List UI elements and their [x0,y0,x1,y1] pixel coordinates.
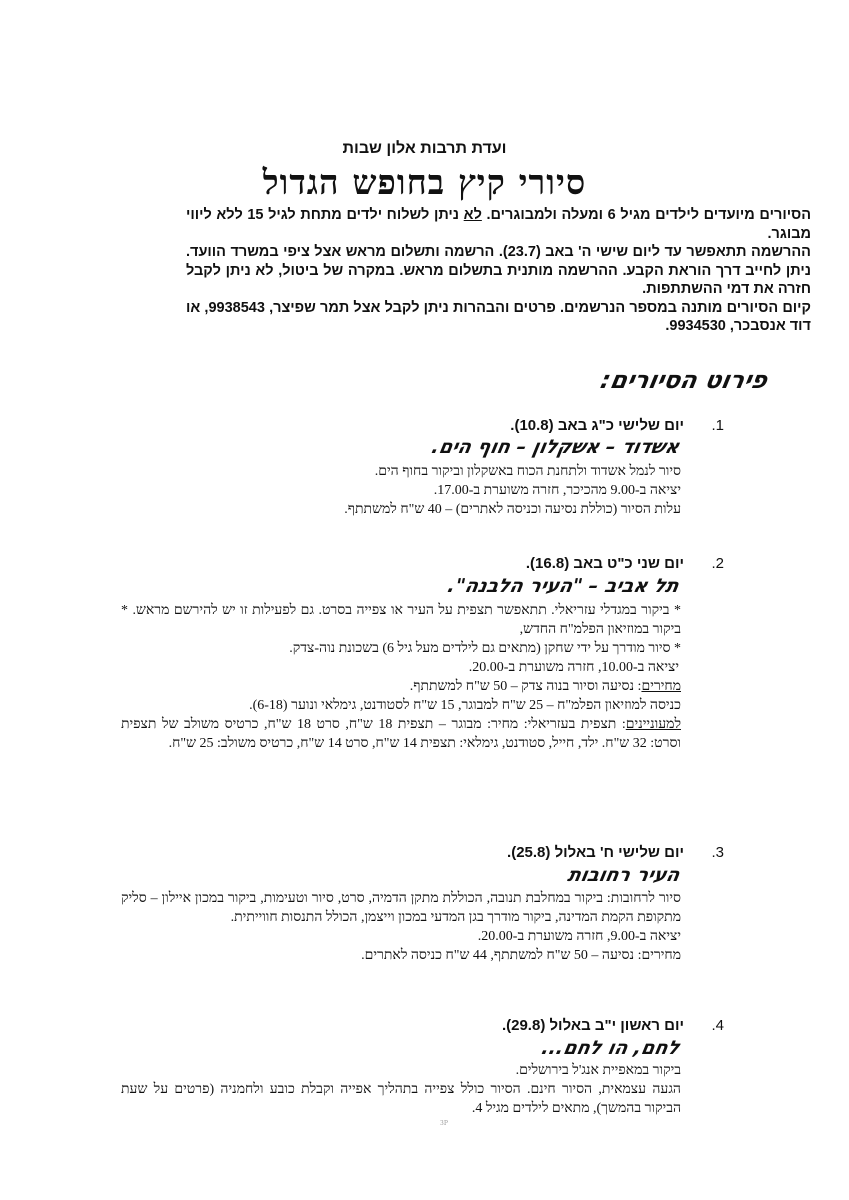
tour-destination: לחם, הו לחם... [539,1037,682,1059]
tour-details: סיור לנמל אשדוד ולתחנת הכוח באשקלון וביקור בחוף הים. יציאה ב-9.00 מהכיכר, חזרה משוערת ב-17.00. עלות הסיור (כוללת נסיעה וכניסה לאתרים) – 40 ש"ח למשתתף. [344,464,681,517]
tour-destination: אשדוד – אשקלון – חוף הים. [429,436,682,458]
tour-destination: העיר רחובות [565,864,682,886]
tour-details: ביקור במאפיית אנג'ל בירושלים. הגעה עצמאית, הסיור חינם. הסיור כולל צפייה בתהליך אפייה וקבלת כובע ולחמניה (פרטים על שעת הביקור בהמשך), מתאים לילדים מגיל 4. [121,1063,681,1116]
tour-date: יום שלישי ח' באלול (25.8). [507,844,684,861]
tour-number: 1. [711,417,724,434]
tour-number: 2. [711,555,724,572]
interested-label: למעוניינים [625,717,681,732]
tour-date: יום שלישי כ"ג באב (10.8). [510,417,684,434]
intro-paragraph-1: הסיורים מיועדים לילדים מגיל 6 ומעלה ולמבוגרים. לא ניתן לשלוח ילדים מתחת לגיל 15 ללא ליווי מבוגר. [186,207,811,242]
page-footer-mark: 3P [440,1120,448,1127]
prices-line: מחירים: נסיעה וסיור בנוה צדק – 50 ש"ח למשתתף. [409,679,681,694]
tour-number: 4. [711,1017,724,1034]
tour-date: יום שני כ"ט באב (16.8). [525,555,684,572]
intro-paragraph-3: קיום הסיורים מותנה במספר הנרשמים. פרטים והבהרות ניתן לקבל אצל תמר שפיצר, 9938543, או דוד אנסבכר, 9934530. [186,299,812,334]
tour-destination: תל אביב – "העיר הלבנה". [446,575,682,597]
tour-details: * ביקור במגדלי עזריאלי. תתאפשר תצפית על העיר או צפייה בסרט. גם לפעילות זו יש להירשם מראש. * ביקור במוזיאון הפלמ"ח החדש, * סיור מודרך על ידי שחקן (מתאים גם לילדים מעל גיל 6) בשכונת נוה-צדק. יציאה ב-10.00, חזרה משוערת ב-20.00. מחירים: נסיעה וסיור בנוה צדק – 50 ש"ח למשתתף. כניסה למוזיאון הפלמ"ח – 25 ש"ח למבוגר, 15 ש"ח לסטודנט, גימלאי ונוער (6-18). למעוניינים: תצפית בעזריאלי: מחיר: מבוגר – תצפית 18 ש"ח, סרט 18 ש"ח, כרטיס משולב של תצפית וסרט: 32 ש"ח. ילד, חייל, סטודנט, גימלאי: תצפית 14 ש"ח, סרט 14 ש"ח, כרטיס משולב: 25 ש"ח. [121,603,681,751]
page-title: סיורי קיץ בחופש הגדול [262,163,587,203]
section-title: פירוט הסיורים: [597,366,770,394]
tour-number: 3. [711,844,724,861]
intro-block [186,206,811,336]
tour-details: סיור לרחובות: ביקור במחלבת תנובה, הכוללת מתקן הדמיה, סרט, סיור וטעימות, ביקור במכון איילון – סליק מתקופת הקמת המדינה, ביקור מודרך בגן המדעי במכון וייצמן, הכולל התנסות חווייתית. יציאה ב-9.00, חזרה משוערת ב-20.00. מחירים: נסיעה – 50 ש"ח למשתתף, 44 ש"ח כניסה לאתרים. [121,891,681,963]
prices-label: מחירים [641,679,681,694]
intro-paragraph-2: ההרשמה תתאפשר עד ליום שישי ה' באב (23.7). הרשמה ותשלום מראש אצל ציפי במשרד הוועד. ניתן לחייב דרך הוראת הקבע. ההרשמה מותנית בתשלום מראש. במקרה של ביטול, לא ניתן לקבל חזרה את דמי ההשתתפות. [186,244,811,297]
interested-line: למעוניינים: תצפית בעזריאלי: מחיר: מבוגר – תצפית 18 ש"ח, סרט 18 ש"ח, כרטיס משולב של תצפית וסרט: 32 ש"ח. ילד, חייל, סטודנט, גימלאי: תצפית 14 ש"ח, סרט 14 ש"ח, כרטיס משולב: 25 ש"ח. [121,717,681,751]
emphasis-not: לא [463,207,482,223]
tour-date: יום ראשון י"ב באלול (29.8). [501,1017,684,1034]
organization-name: ועדת תרבות אלון שבות [342,140,507,157]
